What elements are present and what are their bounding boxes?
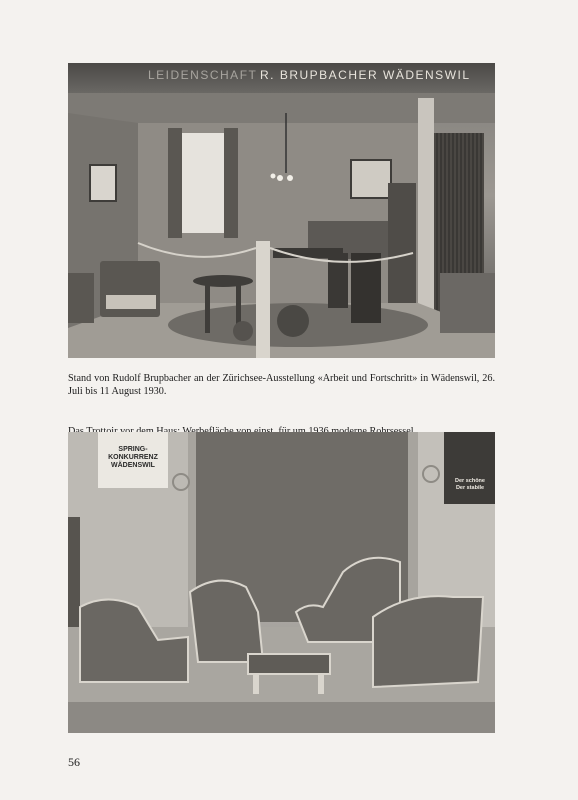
advertising-poster-right bbox=[444, 432, 495, 504]
advertising-poster-left bbox=[98, 432, 168, 488]
page-number: 56 bbox=[68, 755, 80, 769]
poster-right-line-1: Der schöne bbox=[455, 478, 485, 484]
sidewalk-chairs-photo bbox=[68, 432, 495, 733]
poster-left-line-2: KONKURRENZ bbox=[108, 454, 158, 461]
poster-left-line-3: WÄDENSWIL bbox=[111, 462, 155, 469]
stand-sign-banner bbox=[68, 63, 495, 93]
poster-left-line-1: SPRING- bbox=[118, 446, 148, 453]
sign-text-left: LEIDENSCHAFT bbox=[148, 68, 258, 82]
photo-caption-1: Stand von Rudolf Brupbacher an der Zürichsee-Ausstellung «Arbeit und Fortschritt» in Wädenswil, 26. Juli bis 11 August 1930. bbox=[68, 373, 495, 397]
exhibition-stand-illustration bbox=[68, 63, 495, 358]
poster-right-line-2: Der stabile bbox=[455, 485, 485, 491]
sign-text-right: R. BRUPBACHER WÄDENSWIL bbox=[260, 68, 471, 82]
exhibition-stand-photo bbox=[68, 63, 495, 358]
